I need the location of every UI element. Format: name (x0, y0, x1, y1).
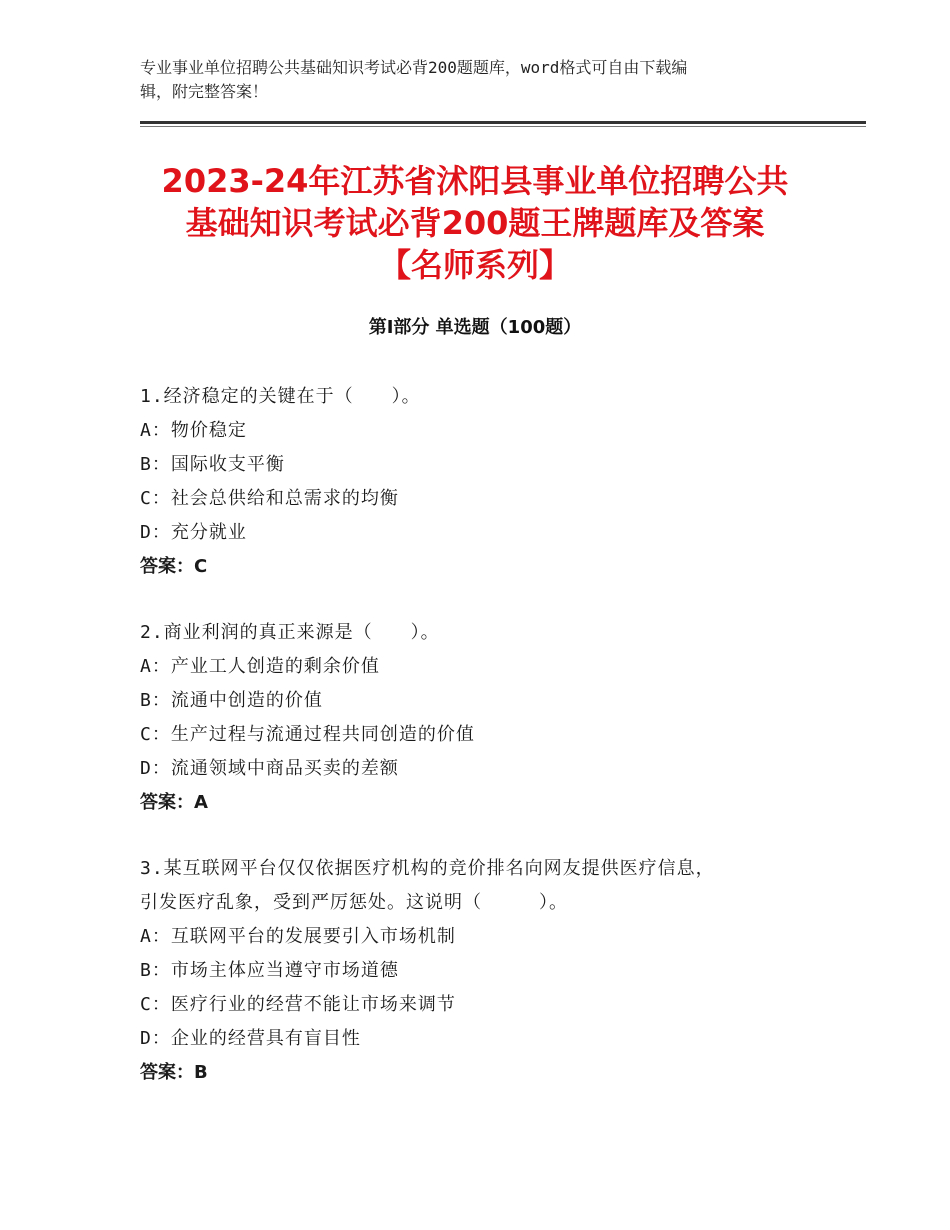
document-title (100, 160, 850, 286)
question-1 (140, 380, 840, 584)
question-2 (140, 616, 840, 820)
option-b: B：流通中创造的价值 (140, 690, 323, 711)
question-stem: 1.经济稳定的关键在于（ ）。 (140, 386, 421, 407)
option-c: C：社会总供给和总需求的均衡 (140, 488, 399, 509)
title-line-1: 2023-24年江苏省沭阳县事业单位招聘公共 (161, 162, 789, 200)
question-list (140, 380, 840, 1122)
option-b: B：国际收支平衡 (140, 454, 285, 475)
header-divider-thin (140, 126, 866, 127)
section-title: 第Ⅰ部分 单选题（100题） (368, 317, 582, 338)
option-d: D：充分就业 (140, 522, 247, 543)
option-a: A：物价稳定 (140, 420, 247, 441)
option-d: D：流通领域中商品买卖的差额 (140, 758, 399, 779)
answer: 答案：C (140, 556, 208, 577)
header-note-line2: 辑，附完整答案！ (140, 82, 269, 101)
option-b: B：市场主体应当遵守市场道德 (140, 960, 399, 981)
question-stem-line1: 3.某互联网平台仅仅依据医疗机构的竞价排名向网友提供医疗信息， (140, 858, 715, 879)
header-note-line1: 专业事业单位招聘公共基础知识考试必背200题题库，word格式可自由下载编 (140, 58, 688, 77)
header-note (140, 56, 800, 104)
title-line-2: 基础知识考试必背200题王牌题库及答案 (185, 204, 765, 242)
option-c: C：医疗行业的经营不能让市场来调节 (140, 994, 456, 1015)
option-c: C：生产过程与流通过程共同创造的价值 (140, 724, 475, 745)
question-stem: 2.商业利润的真正来源是（ ）。 (140, 622, 440, 643)
answer: 答案：A (140, 792, 208, 813)
option-d: D：企业的经营具有盲目性 (140, 1028, 361, 1049)
option-a: A：互联网平台的发展要引入市场机制 (140, 926, 456, 947)
header-divider-thick (140, 121, 866, 124)
option-a: A：产业工人创造的剩余价值 (140, 656, 380, 677)
title-line-3: 【名师系列】 (378, 246, 571, 284)
answer: 答案：B (140, 1062, 208, 1083)
question-stem-line2: 引发医疗乱象，受到严厉惩处。这说明（ ）。 (140, 892, 568, 913)
question-3 (140, 852, 840, 1090)
